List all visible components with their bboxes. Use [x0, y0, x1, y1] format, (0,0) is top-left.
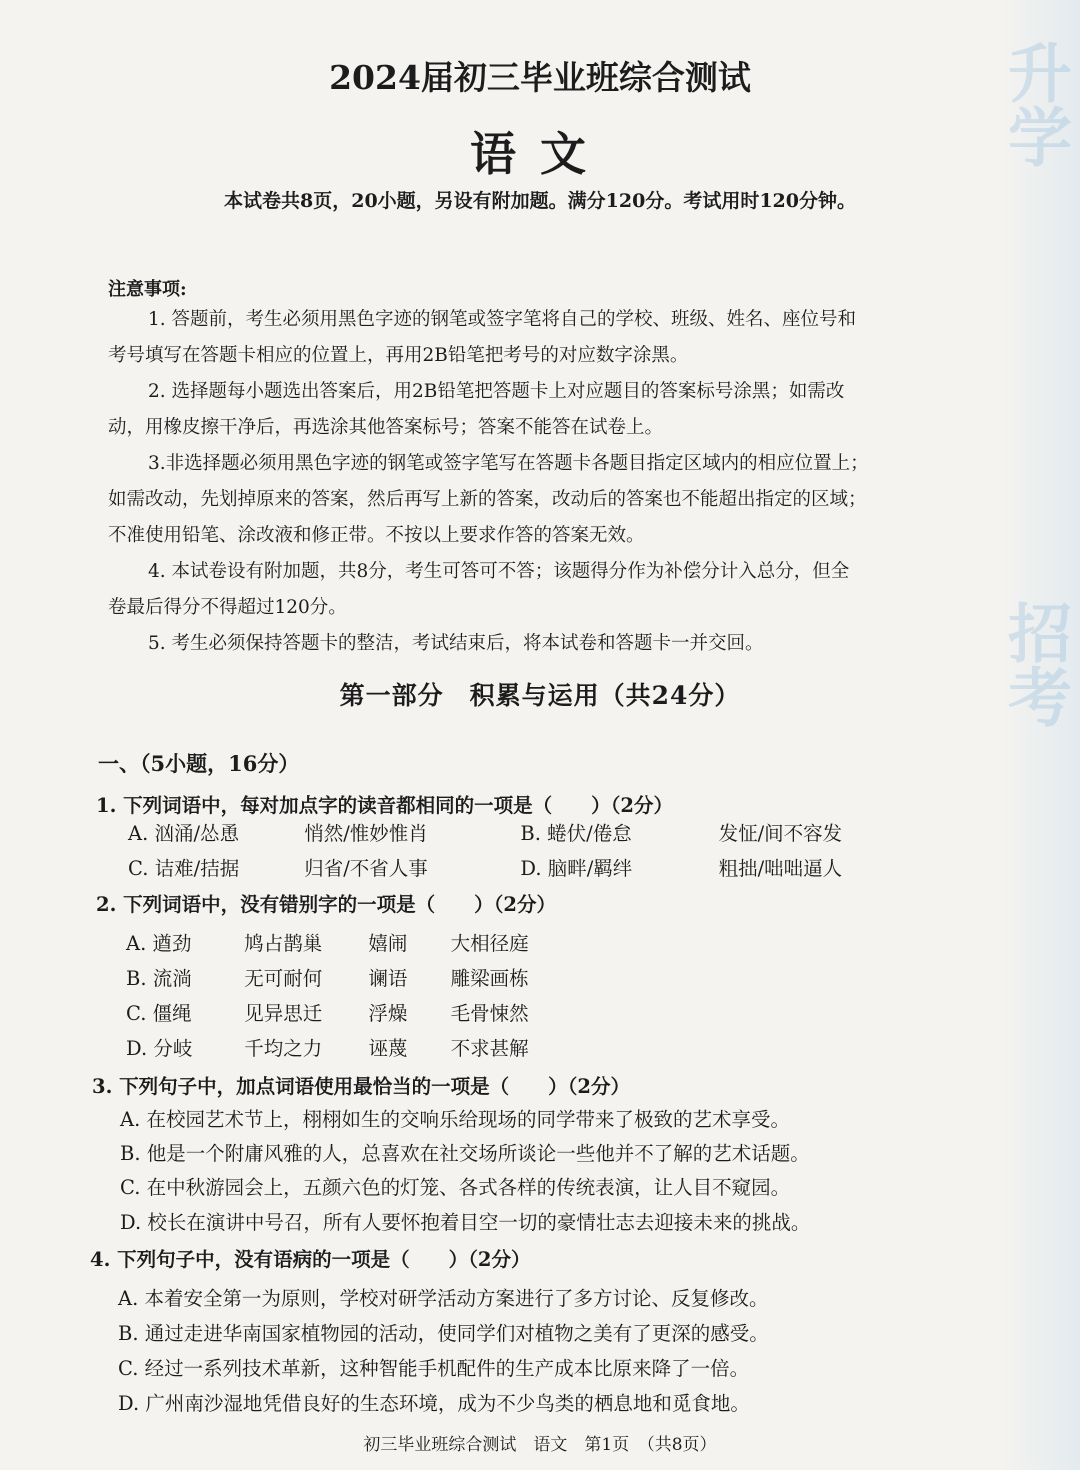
option-cell: 发怔/间不容发 — [718, 822, 843, 845]
option-cell: 悄然/惟妙惟肖 — [304, 822, 428, 845]
question-1-row — [128, 818, 842, 846]
note-line: 1. 答题前，考生必须用黑色字迹的钢笔或签字笔将自己的学校、班级、姓名、座位号和 — [148, 309, 857, 330]
question-2-row — [126, 928, 529, 956]
option-cell: 无可耐何 — [244, 967, 323, 990]
question-2-row — [126, 963, 529, 991]
question-3-option: B. 他是一个附庸风雅的人，总喜欢在社交场所谈论一些他并不了解的艺术话题。 — [120, 1142, 810, 1165]
option-cell: C. 僵绳 — [126, 1002, 192, 1025]
note-line: 卷最后得分不得超过120分。 — [108, 597, 347, 618]
option-cell: A. 遒劲 — [126, 932, 192, 955]
question-1-stem: 1. 下列词语中，每对加点字的读音都相同的一项是（ ）（2分） — [96, 794, 673, 817]
question-4-option: C. 经过一系列技术革新，这种智能手机配件的生产成本比原来降了一倍。 — [118, 1357, 750, 1380]
question-3-option: A. 在校园艺术节上，栩栩如生的交响乐给现场的同学带来了极致的艺术享受。 — [120, 1108, 790, 1131]
note-line: 不准使用铅笔、涂改液和修正带。不按以上要求作答的答案无效。 — [108, 525, 645, 546]
note-line: 2. 选择题每小题选出答案后，用2B铅笔把答题卡上对应题目的答案标号涂黑；如需改 — [148, 381, 845, 402]
option-cell: 千均之力 — [244, 1037, 323, 1060]
part-title: 第一部分 积累与运用（共24分） — [339, 681, 741, 710]
note-line: 考号填写在答题卡相应的位置上，再用2B铅笔把考号的对应数字涂黑。 — [108, 345, 689, 366]
option-cell: 大相径庭 — [450, 932, 529, 955]
note-line: 动，用橡皮擦干净后，再选涂其他答案标号；答案不能答在试卷上。 — [108, 417, 664, 438]
notes-heading: 注意事项: — [108, 279, 187, 300]
option-cell: B. 流淌 — [126, 967, 192, 990]
exam-subject: 语文 — [470, 127, 610, 181]
option-cell: C. 诘难/拮据 — [128, 857, 240, 880]
note-line: 如需改动，先划掉原来的答案，然后再写上新的答案，改动后的答案也不能超出指定的区域； — [108, 489, 867, 510]
question-4-option: D. 广州南沙湿地凭借良好的生态环境，成为不少鸟类的栖息地和觅食地。 — [118, 1392, 750, 1415]
watermark-logo: 招考 — [997, 600, 1072, 728]
exam-title: 2024届初三毕业班综合测试 — [329, 58, 751, 97]
note-line: 4. 本试卷设有附加题，共8分，考生可答可不答；该题得分作为补偿分计入总分，但全 — [148, 561, 850, 582]
option-cell: 毛骨悚然 — [450, 1002, 529, 1025]
question-4-option: B. 通过走进华南国家植物园的活动，使同学们对植物之美有了更深的感受。 — [118, 1322, 769, 1345]
option-cell: 诬蔑 — [368, 1037, 408, 1060]
option-cell: D. 分岐 — [126, 1037, 193, 1060]
question-2-row — [126, 998, 529, 1026]
note-line: 5. 考生必须保持答题卡的整洁，考试结束后，将本试卷和答题卡一并交回。 — [148, 633, 764, 654]
section-heading: 一、（5小题，16分） — [98, 751, 300, 776]
option-cell: 嬉闹 — [368, 932, 408, 955]
question-4-option: A. 本着安全第一为原则，学校对研学活动方案进行了多方讨论、反复修改。 — [118, 1287, 769, 1310]
question-3-option: C. 在中秋游园会上，五颜六色的灯笼、各式各样的传统表演，让人目不窥园。 — [120, 1176, 791, 1199]
question-1-row — [128, 853, 842, 881]
side-watermark — [997, 0, 1080, 1470]
option-cell: 鸠占鹊巢 — [244, 932, 323, 955]
question-4-stem: 4. 下列句子中，没有语病的一项是（ ）（2分） — [90, 1248, 531, 1271]
exam-summary: 本试卷共8页，20小题，另设有附加题。满分120分。考试用时120分钟。 — [224, 190, 856, 212]
option-cell: B. 蜷伏/倦怠 — [520, 822, 632, 845]
option-cell: 雕梁画栋 — [450, 967, 529, 990]
question-3-option: D. 校长在演讲中号召，所有人要怀抱着目空一切的豪情壮志去迎接未来的挑战。 — [120, 1211, 811, 1234]
option-cell: D. 脑畔/羁绊 — [520, 857, 633, 880]
option-cell: 谰语 — [368, 967, 408, 990]
page-footer: 初三毕业班综合测试 语文 第1页 （共8页） — [363, 1435, 717, 1455]
note-line: 3.非选择题必须用黑色字迹的钢笔或签字笔写在答题卡各题目指定区域内的相应位置上； — [148, 453, 869, 474]
option-cell: 粗拙/咄咄逼人 — [718, 857, 843, 880]
option-cell: 见异思迁 — [244, 1002, 323, 1025]
watermark-logo: 升学 — [997, 40, 1072, 168]
option-cell: 不求甚解 — [450, 1037, 529, 1060]
question-2-row — [126, 1033, 529, 1061]
question-3-stem: 3. 下列句子中，加点词语使用最恰当的一项是（ ）（2分） — [92, 1075, 630, 1098]
option-cell: 浮燥 — [368, 1002, 408, 1025]
option-cell: A. 汹涌/怂恿 — [128, 822, 240, 845]
option-cell: 归省/不省人事 — [304, 857, 428, 880]
question-2-stem: 2. 下列词语中，没有错别字的一项是（ ）（2分） — [96, 893, 556, 916]
